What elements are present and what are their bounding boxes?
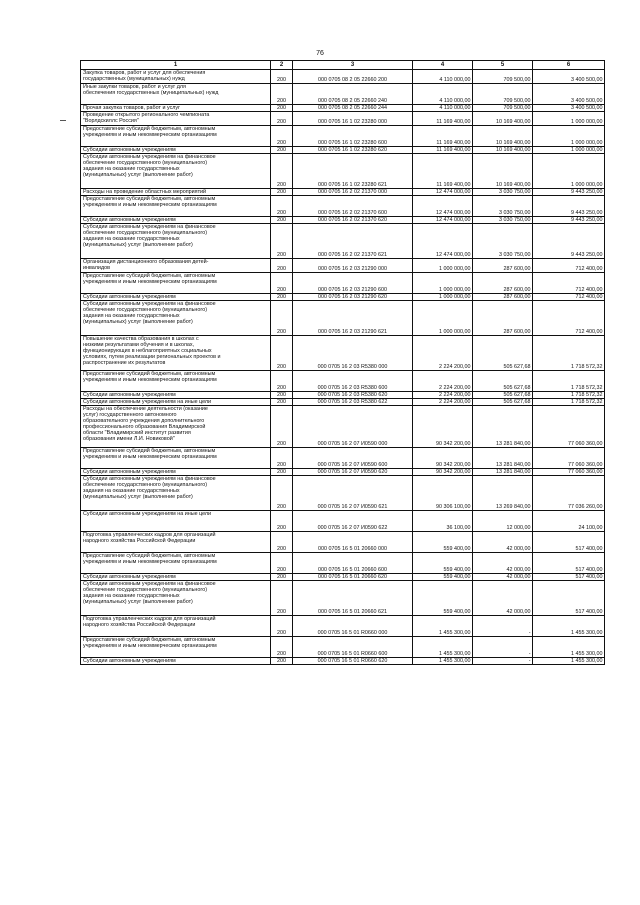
row-planned-cell: 12 474 000,00 [413,188,473,195]
row-name-cell: Организация дистанционного образования детей- инвалидов [81,258,271,272]
column-header: 3 [293,61,413,70]
row-name-cell: Прочая закупка товаров, работ и услуг [81,104,271,111]
row-executed-cell: 13 281 840,00 [473,469,533,476]
row-executed-cell: 709 500,00 [473,69,533,83]
row-name-cell: Субсидии автономным учреждениям на финансовое обеспечение государственного (муниципального) задания на оказание государственных (муниципальных) услуг (выполнение работ) [81,223,271,258]
row-remaining-cell: 517 400,00 [533,532,605,553]
row-executed-cell: - [473,637,533,658]
table-row [81,146,605,153]
row-planned-cell: 90 342 200,00 [413,469,473,476]
table-row [81,83,605,104]
row-code-cell: 000 0705 16 2 03 R5380 000 [293,335,413,370]
row-planned-cell: 36 100,00 [413,511,473,532]
row-remaining-cell: 712 400,00 [533,272,605,293]
row-name-cell: Предоставление субсидий бюджетным, автономным учреждениям и иным некоммерческим организациям [81,272,271,293]
row-executed-cell: 287 600,00 [473,272,533,293]
row-code-cell: 000 0705 16 1 02 23280 000 [293,111,413,125]
row-executed-cell: 3 030 750,00 [473,216,533,223]
row-name-cell: Субсидии автономным учреждениям на иные цели [81,511,271,532]
row-planned-cell: 2 224 200,00 [413,399,473,406]
row-executed-cell: 3 030 750,00 [473,188,533,195]
row-remaining-cell: 517 400,00 [533,574,605,581]
row-planned-cell: 4 110 000,00 [413,104,473,111]
row-planned-cell: 90 342 200,00 [413,406,473,448]
row-code-cell: 000 0705 08 2 05 22660 240 [293,83,413,104]
row-executed-cell: 287 600,00 [473,300,533,335]
column-header: 2 [271,61,293,70]
row-code-cell: 000 0705 16 5 01 R0660 000 [293,616,413,637]
row-remaining-cell: 1 718 572,32 [533,335,605,370]
row-grbs-cell: 200 [271,195,293,216]
row-name-cell: Расходы на проведение областных мероприятий [81,188,271,195]
row-code-cell: 000 0705 16 2 07 И0590 620 [293,469,413,476]
table-row [81,293,605,300]
row-planned-cell: 2 224 200,00 [413,370,473,391]
row-executed-cell: - [473,616,533,637]
row-remaining-cell: 9 443 250,00 [533,223,605,258]
table-row [81,469,605,476]
row-name-cell: Повышение качества образования в школах с низкими результатами обучения и в школах, функционирующих в неблагоприятных социальных условиях, путем реализации региональных проектов и распространение их результатов [81,335,271,370]
table-row [81,335,605,370]
table-row [81,125,605,146]
row-name-cell: Субсидии автономным учреждениям [81,469,271,476]
row-grbs-cell: 200 [271,406,293,448]
table-row [81,153,605,188]
row-planned-cell: 4 110 000,00 [413,83,473,104]
row-name-cell: Предоставление субсидий бюджетным, автономным учреждениям и иным некоммерческим организациям [81,448,271,469]
table-row [81,581,605,616]
row-executed-cell: 3 030 750,00 [473,223,533,258]
row-grbs-cell: 200 [271,293,293,300]
row-remaining-cell: 77 060 360,00 [533,448,605,469]
row-grbs-cell: 200 [271,574,293,581]
row-planned-cell: 2 224 200,00 [413,391,473,398]
row-grbs-cell: 200 [271,637,293,658]
row-name-cell: Субсидии автономным учреждениям на иные цели [81,399,271,406]
row-remaining-cell: 3 400 500,00 [533,83,605,104]
table-row [81,476,605,511]
row-grbs-cell: 200 [271,69,293,83]
row-code-cell: 000 0705 16 1 02 23280 620 [293,146,413,153]
row-code-cell: 000 0705 16 2 03 21290 620 [293,293,413,300]
row-grbs-cell: 200 [271,272,293,293]
table-row [81,216,605,223]
row-code-cell: 000 0705 16 1 02 23280 621 [293,153,413,188]
row-remaining-cell: 1 455 300,00 [533,637,605,658]
row-grbs-cell: 200 [271,223,293,258]
row-remaining-cell: 1 718 572,32 [533,370,605,391]
table-row [81,658,605,665]
row-code-cell: 000 0705 16 2 07 И0590 621 [293,476,413,511]
row-planned-cell: 4 110 000,00 [413,69,473,83]
row-executed-cell: 42 000,00 [473,532,533,553]
row-executed-cell: 10 169 400,00 [473,153,533,188]
row-grbs-cell: 200 [271,125,293,146]
row-code-cell: 000 0705 16 5 01 R0660 600 [293,637,413,658]
row-remaining-cell: 1 718 572,32 [533,391,605,398]
column-number-row [81,61,605,70]
row-code-cell: 000 0705 16 2 03 R5380 622 [293,399,413,406]
row-executed-cell: 505 627,68 [473,391,533,398]
row-planned-cell: 559 400,00 [413,553,473,574]
row-remaining-cell: 77 060 360,00 [533,406,605,448]
row-remaining-cell: 712 400,00 [533,258,605,272]
table-row [81,532,605,553]
row-grbs-cell: 200 [271,104,293,111]
table-row [81,104,605,111]
row-planned-cell: 90 342 200,00 [413,448,473,469]
table-row [81,448,605,469]
row-grbs-cell: 200 [271,616,293,637]
row-name-cell: Субсидии автономным учреждениям [81,293,271,300]
row-planned-cell: 1 455 300,00 [413,616,473,637]
budget-execution-table [80,60,605,665]
row-name-cell: Закупка товаров, работ и услуг для обеспечения государственных (муниципальных) нужд [81,69,271,83]
row-planned-cell: 559 400,00 [413,581,473,616]
row-executed-cell: 287 600,00 [473,293,533,300]
row-grbs-cell: 200 [271,216,293,223]
table-row [81,370,605,391]
row-name-cell: Расходы на обеспечение деятельности (оказание услуг) государственного автономного образовательного учреждения дополнительного профессионального образования Владимирской области "Владимирский институт развития образования имени Л.И. Новиковой" [81,406,271,448]
column-header: 6 [533,61,605,70]
row-code-cell: 000 0705 16 5 01 20660 620 [293,574,413,581]
row-planned-cell: 1 000 000,00 [413,272,473,293]
row-grbs-cell: 200 [271,399,293,406]
row-code-cell: 000 0705 16 2 03 21290 621 [293,300,413,335]
row-grbs-cell: 200 [271,658,293,665]
row-name-cell: Предоставление субсидий бюджетным, автономным учреждениям и иным некоммерческим организациям [81,553,271,574]
row-planned-cell: 90 306 100,00 [413,476,473,511]
row-code-cell: 000 0705 16 2 02 21370 621 [293,223,413,258]
row-executed-cell: - [473,658,533,665]
row-name-cell: Субсидии автономным учреждениям [81,574,271,581]
row-planned-cell: 11 169 400,00 [413,111,473,125]
row-remaining-cell: 712 400,00 [533,300,605,335]
row-grbs-cell: 200 [271,476,293,511]
row-remaining-cell: 9 443 250,00 [533,195,605,216]
row-grbs-cell: 200 [271,258,293,272]
row-name-cell: Иные закупки товаров, работ и услуг для обеспечения государственных (муниципальных) нужд [81,83,271,104]
row-code-cell: 000 0705 08 2 05 22660 200 [293,69,413,83]
row-remaining-cell: 3 400 500,00 [533,104,605,111]
row-remaining-cell: 3 400 500,00 [533,69,605,83]
row-code-cell: 000 0705 16 5 01 20660 000 [293,532,413,553]
row-code-cell: 000 0705 16 2 03 R5380 620 [293,391,413,398]
row-planned-cell: 1 455 300,00 [413,658,473,665]
row-code-cell: 000 0705 16 1 02 23280 600 [293,125,413,146]
row-code-cell: 000 0705 16 2 02 21370 000 [293,188,413,195]
row-remaining-cell: 9 443 250,00 [533,216,605,223]
row-grbs-cell: 200 [271,581,293,616]
table-row [81,300,605,335]
row-remaining-cell: 712 400,00 [533,293,605,300]
row-remaining-cell: 77 060 360,00 [533,469,605,476]
page-number: 76 [316,50,324,57]
column-header: 1 [81,61,271,70]
row-code-cell: 000 0705 16 5 01 20660 621 [293,581,413,616]
row-executed-cell: 505 627,68 [473,335,533,370]
row-name-cell: Субсидии автономным учреждениям на финансовое обеспечение государственного (муниципального) задания на оказание государственных (муниципальных) услуг (выполнение работ) [81,300,271,335]
row-executed-cell: 13 281 840,00 [473,448,533,469]
row-code-cell: 000 0705 16 2 03 21290 000 [293,258,413,272]
column-header: 4 [413,61,473,70]
row-grbs-cell: 200 [271,469,293,476]
row-remaining-cell: 517 400,00 [533,553,605,574]
row-remaining-cell: 1 000 000,00 [533,153,605,188]
row-planned-cell: 1 000 000,00 [413,258,473,272]
row-grbs-cell: 200 [271,391,293,398]
row-planned-cell: 11 169 400,00 [413,125,473,146]
table-row [81,406,605,448]
row-executed-cell: 13 281 840,00 [473,406,533,448]
row-remaining-cell: 9 443 250,00 [533,188,605,195]
margin-mark [60,120,66,121]
table-row [81,195,605,216]
row-grbs-cell: 200 [271,153,293,188]
row-remaining-cell: 1 455 300,00 [533,616,605,637]
row-code-cell: 000 0705 16 2 02 21370 600 [293,195,413,216]
table-row [81,258,605,272]
table-row [81,223,605,258]
row-code-cell: 000 0705 16 2 07 И0590 622 [293,511,413,532]
row-name-cell: Предоставление субсидий бюджетным, автономным учреждениям и иным некоммерческим организациям [81,125,271,146]
row-planned-cell: 12 474 000,00 [413,195,473,216]
row-code-cell: 000 0705 16 2 07 И0590 000 [293,406,413,448]
row-executed-cell: 505 627,68 [473,370,533,391]
row-name-cell: Подготовка управленческих кадров для организаций народного хозяйства Российской Федерации [81,532,271,553]
table-row [81,553,605,574]
row-grbs-cell: 200 [271,188,293,195]
table-row [81,574,605,581]
row-name-cell: Субсидии автономным учреждениям [81,391,271,398]
column-header: 5 [473,61,533,70]
row-remaining-cell: 1 000 000,00 [533,146,605,153]
row-grbs-cell: 200 [271,553,293,574]
row-grbs-cell: 200 [271,300,293,335]
row-executed-cell: 42 000,00 [473,574,533,581]
table-row [81,616,605,637]
row-name-cell: Субсидии автономным учреждениям [81,658,271,665]
row-remaining-cell: 517 400,00 [533,581,605,616]
row-remaining-cell: 1 000 000,00 [533,111,605,125]
row-grbs-cell: 200 [271,335,293,370]
row-code-cell: 000 0705 16 2 03 21290 600 [293,272,413,293]
row-planned-cell: 12 474 000,00 [413,216,473,223]
row-planned-cell: 12 474 000,00 [413,223,473,258]
row-name-cell: Подготовка управленческих кадров для организаций народного хозяйства Российской Федерации [81,616,271,637]
row-executed-cell: 10 169 400,00 [473,111,533,125]
row-grbs-cell: 200 [271,511,293,532]
row-executed-cell: 42 000,00 [473,553,533,574]
row-executed-cell: 287 600,00 [473,258,533,272]
table-row [81,69,605,83]
table-row [81,272,605,293]
row-name-cell: Субсидии автономным учреждениям [81,216,271,223]
row-executed-cell: 12 000,00 [473,511,533,532]
row-grbs-cell: 200 [271,532,293,553]
table-row [81,399,605,406]
row-executed-cell: 10 169 400,00 [473,125,533,146]
table-row [81,188,605,195]
row-planned-cell: 1 000 000,00 [413,293,473,300]
row-planned-cell: 1 455 300,00 [413,637,473,658]
row-planned-cell: 11 169 400,00 [413,153,473,188]
row-grbs-cell: 200 [271,448,293,469]
row-grbs-cell: 200 [271,83,293,104]
row-grbs-cell: 200 [271,370,293,391]
table-row [81,391,605,398]
row-executed-cell: 709 500,00 [473,83,533,104]
row-code-cell: 000 0705 16 2 03 R5380 600 [293,370,413,391]
row-executed-cell: 709 500,00 [473,104,533,111]
row-remaining-cell: 1 000 000,00 [533,125,605,146]
row-planned-cell: 11 169 400,00 [413,146,473,153]
row-name-cell: Субсидии автономным учреждениям на финансовое обеспечение государственного (муниципального) задания на оказание государственных (муниципальных) услуг (выполнение работ) [81,476,271,511]
row-name-cell: Субсидии автономным учреждениям на финансовое обеспечение государственного (муниципального) задания на оказание государственных (муниципальных) услуг (выполнение работ) [81,153,271,188]
row-executed-cell: 42 000,00 [473,581,533,616]
row-code-cell: 000 0705 08 2 05 22660 244 [293,104,413,111]
table-row [81,511,605,532]
row-name-cell: Проведение открытого регионального чемпионата "Ворлдскиллс Россия" [81,111,271,125]
row-code-cell: 000 0705 16 2 02 21370 620 [293,216,413,223]
row-planned-cell: 559 400,00 [413,574,473,581]
row-code-cell: 000 0705 16 5 01 20660 600 [293,553,413,574]
row-name-cell: Субсидии автономным учреждениям [81,146,271,153]
row-planned-cell: 2 224 200,00 [413,335,473,370]
row-remaining-cell: 1 455 300,00 [533,658,605,665]
row-remaining-cell: 77 036 260,00 [533,476,605,511]
row-executed-cell: 505 627,68 [473,399,533,406]
row-planned-cell: 559 400,00 [413,532,473,553]
row-name-cell: Предоставление субсидий бюджетным, автономным учреждениям и иным некоммерческим организациям [81,370,271,391]
row-name-cell: Предоставление субсидий бюджетным, автономным учреждениям и иным некоммерческим организациям [81,195,271,216]
row-remaining-cell: 1 718 572,32 [533,399,605,406]
row-code-cell: 000 0705 16 2 07 И0590 600 [293,448,413,469]
table-row [81,111,605,125]
row-executed-cell: 13 269 840,00 [473,476,533,511]
row-remaining-cell: 24 100,00 [533,511,605,532]
row-executed-cell: 3 030 750,00 [473,195,533,216]
row-executed-cell: 10 169 400,00 [473,146,533,153]
row-name-cell: Предоставление субсидий бюджетным, автономным учреждениям и иным некоммерческим организациям [81,637,271,658]
row-planned-cell: 1 000 000,00 [413,300,473,335]
table-row [81,637,605,658]
row-grbs-cell: 200 [271,111,293,125]
row-code-cell: 000 0705 16 5 01 R0660 620 [293,658,413,665]
row-name-cell: Субсидии автономным учреждениям на финансовое обеспечение государственного (муниципального) задания на оказание государственных (муниципальных) услуг (выполнение работ) [81,581,271,616]
row-grbs-cell: 200 [271,146,293,153]
